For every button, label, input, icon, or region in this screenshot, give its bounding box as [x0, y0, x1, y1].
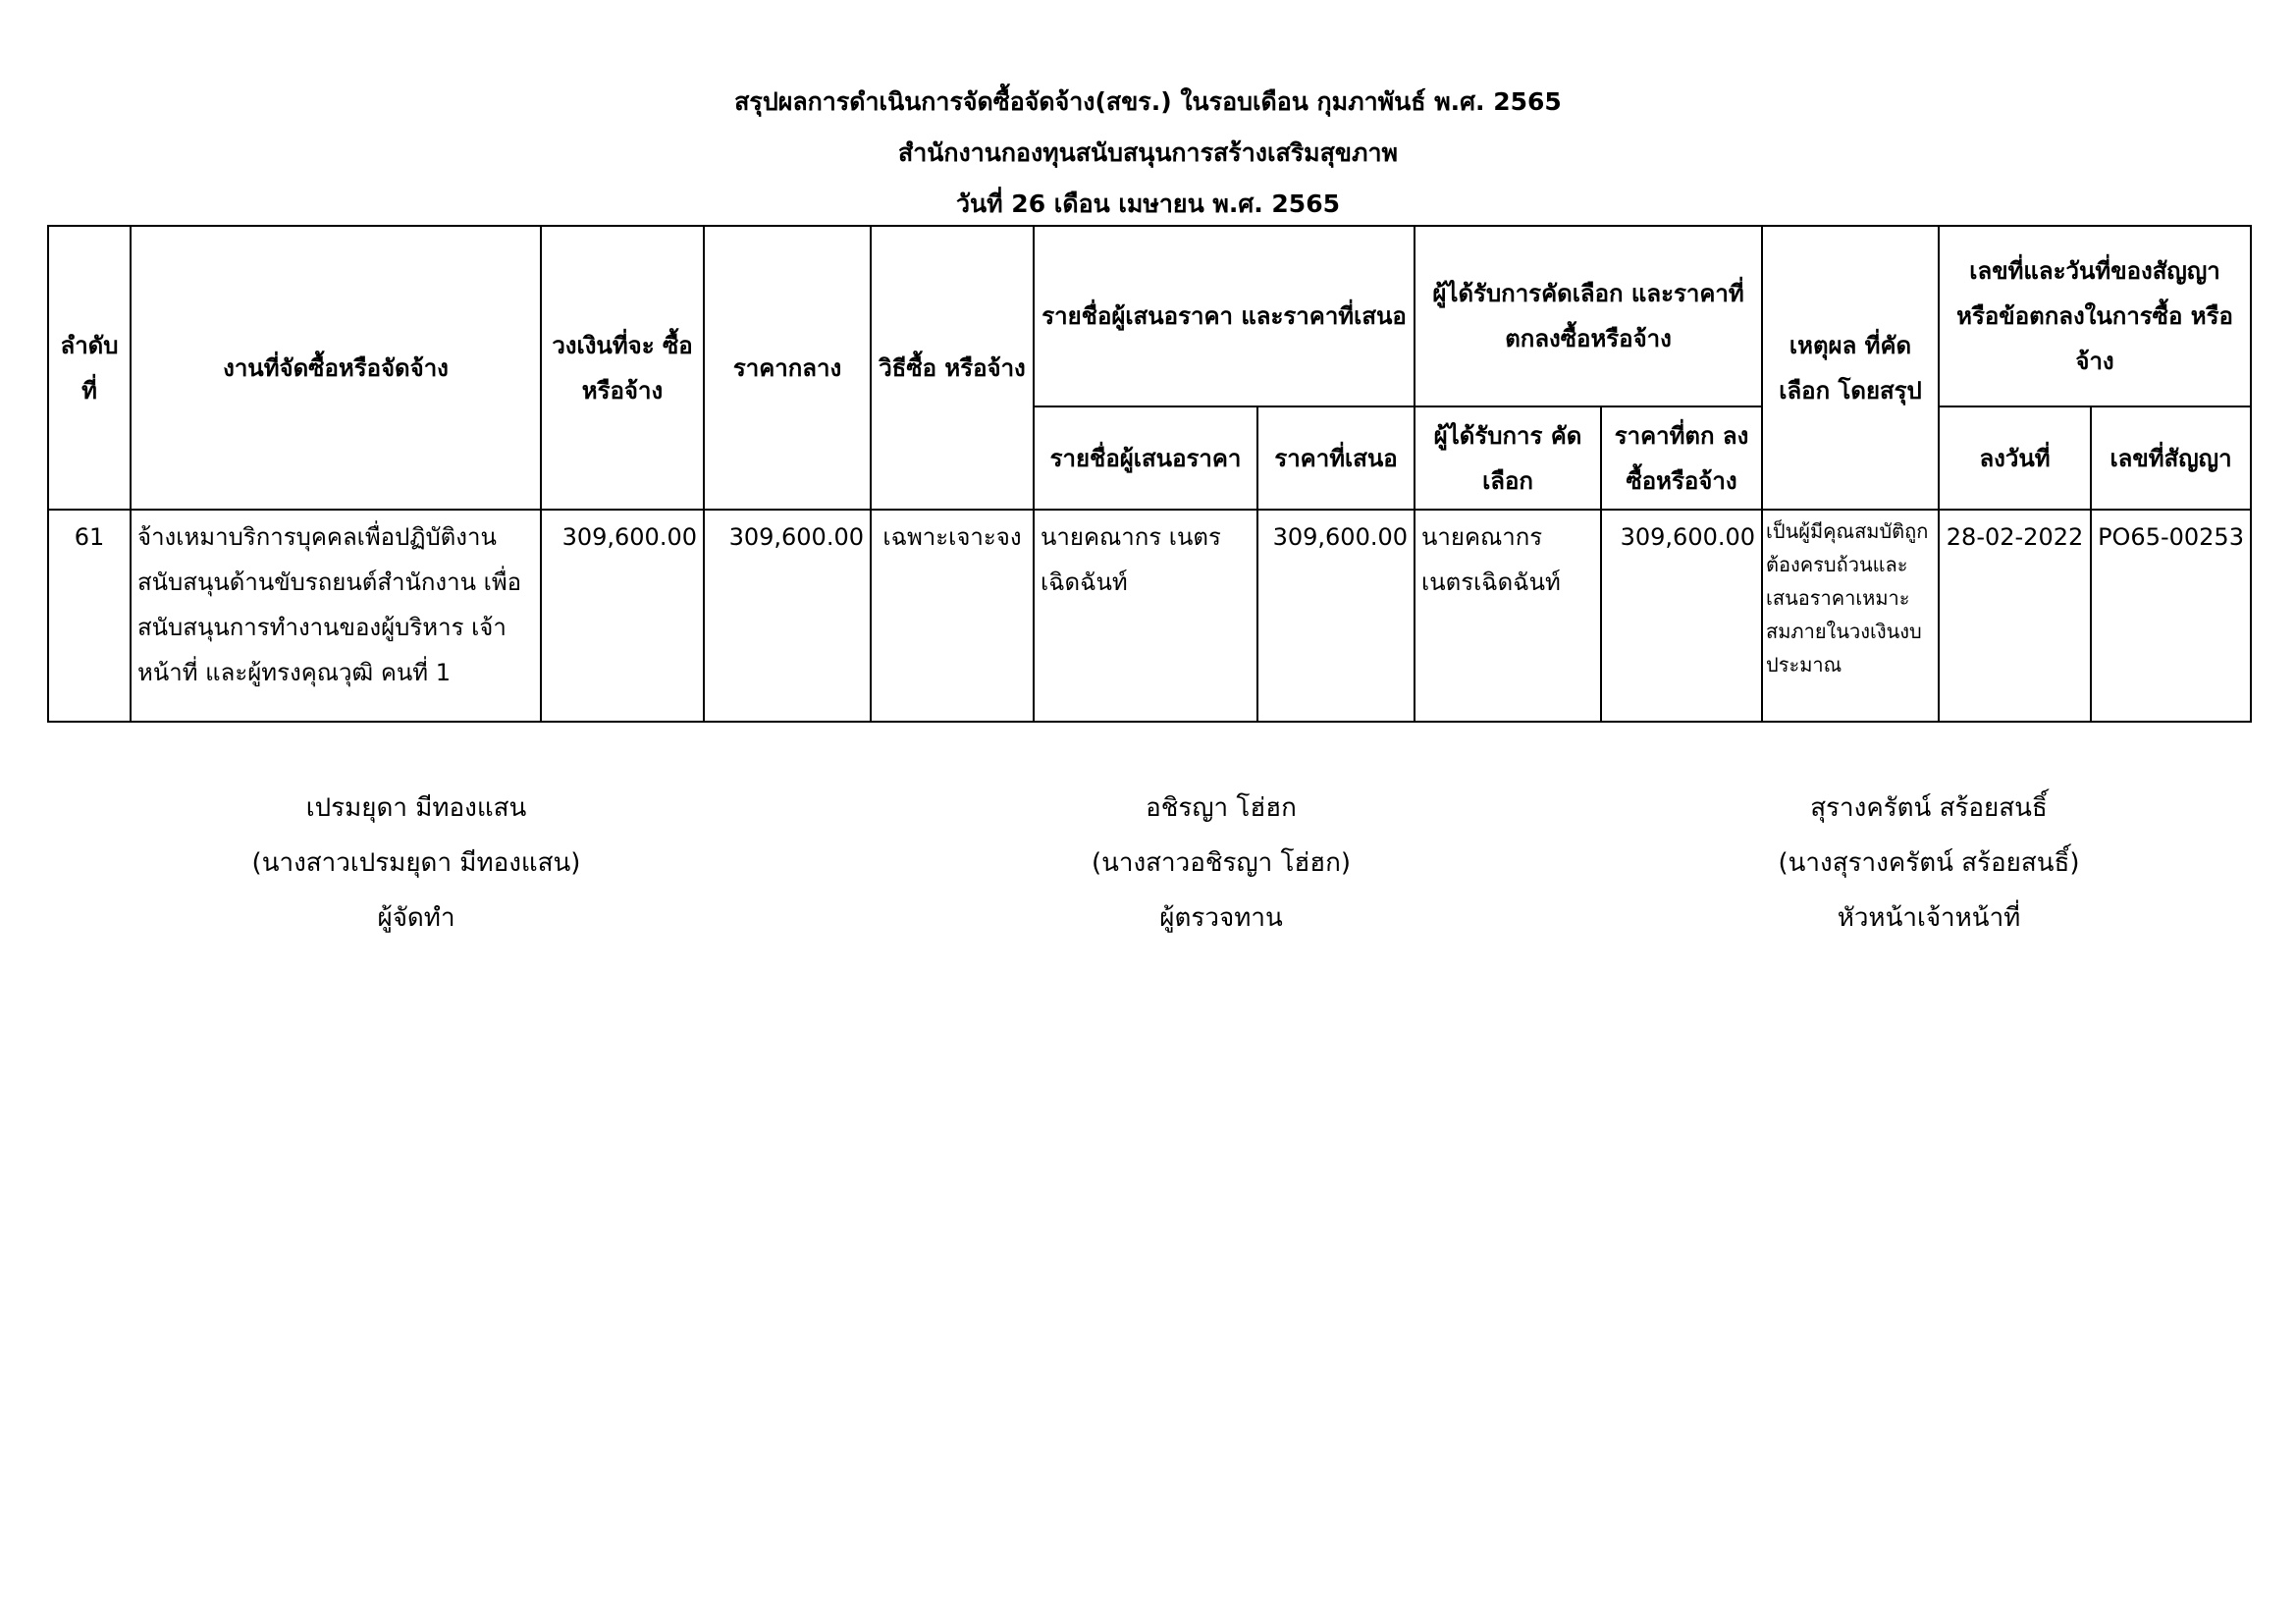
cell-seq: 61	[48, 510, 131, 722]
signatory-role: ผู้ตรวจทาน	[1159, 903, 1283, 933]
header-bidder-name: รายชื่อผู้เสนอราคา	[1034, 406, 1257, 510]
header-budget: วงเงินที่จะ ซื้อหรือจ้าง	[541, 226, 704, 510]
signature-name: สุรางครัตน์ สร้อยสนธิ์	[1810, 793, 2048, 823]
cell-work: จ้างเหมาบริการบุคคลเพื่อปฏิบัติงานสนับสนุนด้านขับรถยนต์สำนักงาน เพื่อสนับสนุนการทำงานของผู้บริหาร เจ้าหน้าที่ และผู้ทรงคุณวุฒิ คนที่ 1	[131, 510, 541, 722]
cell-contract-date: 28-02-2022	[1939, 510, 2091, 722]
signature-name: เปรมยุดา มีทองแสน	[305, 793, 527, 823]
header-contract-no: เลขที่สัญญา	[2091, 406, 2251, 510]
header-median-price: ราคากลาง	[704, 226, 871, 510]
signatory-role: หัวหน้าเจ้าหน้าที่	[1837, 903, 2021, 933]
signature-block-head-officer	[1634, 781, 2223, 946]
document-header	[0, 77, 2296, 230]
signature-block-preparer	[122, 781, 711, 946]
cell-reason: เป็นผู้มีคุณสมบัติถูกต้องครบถ้วนและเสนอราคาเหมาะสมภายในวงเงินงบประมาณ	[1762, 510, 1939, 722]
organization-name: สำนักงานกองทุนสนับสนุนการสร้างเสริมสุขภาพ	[897, 138, 1399, 167]
cell-agreed-price: 309,600.00	[1601, 510, 1762, 722]
report-title: สรุปผลการดำเนินการจัดซื้อจัดจ้าง(สขร.) ในรอบเดือน กุมภาพันธ์ พ.ศ. 2565	[734, 87, 1562, 116]
header-contract-group: เลขที่และวันที่ของสัญญา หรือข้อตกลงในการซื้อ หรือจ้าง	[1939, 226, 2251, 406]
signature-name: อชิรญา โฮ่ฮก	[1146, 793, 1297, 823]
header-bid-price: ราคาที่เสนอ	[1257, 406, 1415, 510]
cell-bid-price: 309,600.00	[1257, 510, 1415, 722]
signatory-full-name: (นางสาวเปรมยุดา มีทองแสน)	[251, 848, 581, 878]
cell-contract-no: PO65-00253	[2091, 510, 2251, 722]
procurement-table	[47, 225, 2252, 723]
cell-method: เฉพาะเจาะจง	[871, 510, 1034, 722]
signature-block-reviewer	[927, 781, 1516, 946]
table-header	[48, 226, 2251, 510]
header-work: งานที่จัดซื้อหรือจัดจ้าง	[131, 226, 541, 510]
header-contract-date: ลงวันที่	[1939, 406, 2091, 510]
header-bidders-group: รายชื่อผู้เสนอราคา และราคาที่เสนอ	[1034, 226, 1415, 406]
header-method: วิธีซื้อ หรือจ้าง	[871, 226, 1034, 510]
header-selected-group: ผู้ได้รับการคัดเลือก และราคาที่ตกลงซื้อหรือจ้าง	[1415, 226, 1762, 406]
header-reason: เหตุผล ที่คัดเลือก โดยสรุป	[1762, 226, 1939, 510]
signatory-full-name: (นางสาวอชิรญา โฮ่ฮก)	[1091, 848, 1352, 878]
signatory-full-name: (นางสุรางครัตน์ สร้อยสนธิ์)	[1778, 848, 2080, 878]
table-row	[48, 510, 2251, 722]
header-agreed-price: ราคาที่ตก ลงซื้อหรือจ้าง	[1601, 406, 1762, 510]
cell-budget: 309,600.00	[541, 510, 704, 722]
header-seq: ลำดับ ที่	[48, 226, 131, 510]
cell-selected-name: นายคณากร เนตรเฉิดฉันท์	[1415, 510, 1601, 722]
cell-median-price: 309,600.00	[704, 510, 871, 722]
signatory-role: ผู้จัดทำ	[377, 903, 455, 933]
header-selected-name: ผู้ได้รับการ คัดเลือก	[1415, 406, 1601, 510]
cell-bidder-name: นายคณากร เนตรเฉิดฉันท์	[1034, 510, 1257, 722]
report-date: วันที่ 26 เดือน เมษายน พ.ศ. 2565	[955, 189, 1340, 218]
